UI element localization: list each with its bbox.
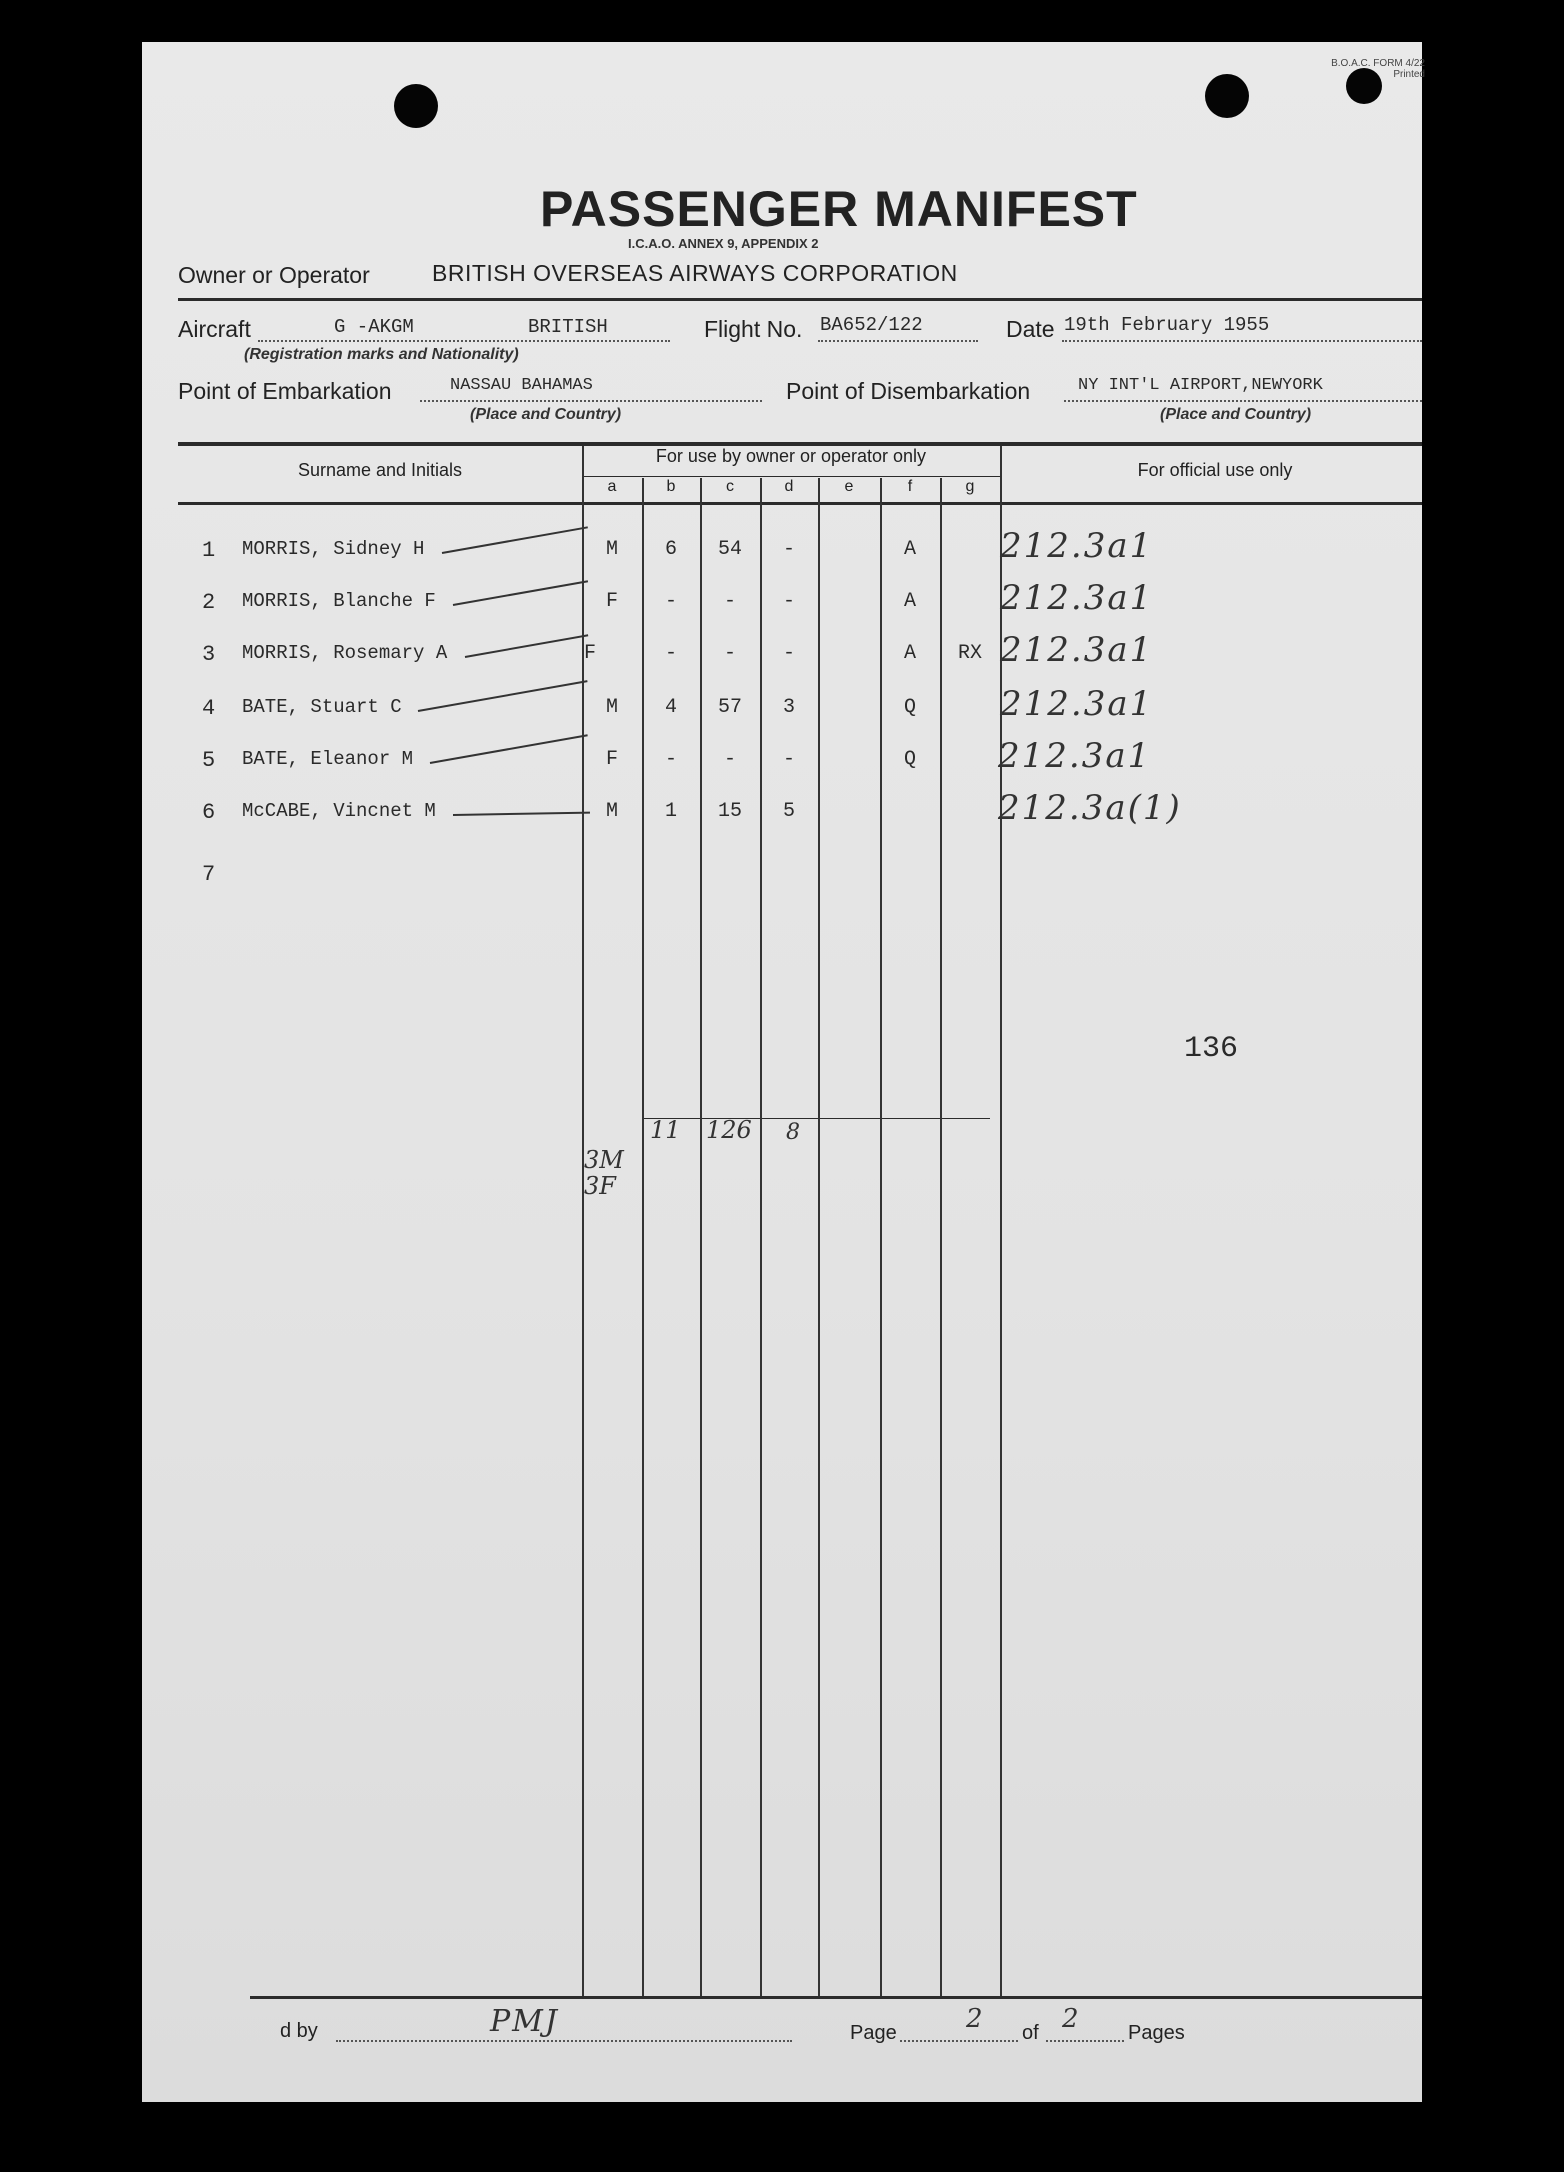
cell-d: - bbox=[782, 538, 795, 561]
form-printed-text: Printed bbox=[1393, 69, 1425, 80]
cell-f: A bbox=[903, 538, 916, 561]
form-number-text: B.O.A.C. FORM 4/22 bbox=[1331, 58, 1425, 69]
page-number: 2 bbox=[966, 2004, 985, 2034]
table-header-rule bbox=[178, 502, 1422, 505]
cell-g: RX bbox=[957, 642, 982, 665]
cell-f: Q bbox=[903, 696, 916, 719]
cell-b: - bbox=[664, 590, 677, 613]
cell-a: F bbox=[605, 590, 618, 613]
cell-b: 1 bbox=[664, 800, 677, 823]
flight-underline bbox=[818, 340, 978, 343]
embarkation-value: NASSAU BAHAMAS bbox=[450, 376, 593, 395]
official-code: 212.3a1 bbox=[1000, 684, 1154, 724]
embarkation-note: (Place and Country) bbox=[470, 406, 622, 423]
total-b: 11 bbox=[650, 1116, 681, 1144]
total-a-female: 3F bbox=[584, 1172, 616, 1200]
official-code: 212.3a1 bbox=[998, 736, 1152, 776]
stamp-number: 136 bbox=[1184, 1032, 1239, 1066]
sub-col-header: b bbox=[666, 478, 676, 495]
cell-d: - bbox=[782, 748, 795, 771]
cell-f: Q bbox=[903, 748, 916, 771]
signed-by-label: d by bbox=[280, 2020, 318, 2042]
cell-a: M bbox=[605, 696, 618, 719]
col-header-operator: For use by owner or operator only bbox=[655, 446, 927, 466]
passenger-name: BATE, Stuart C bbox=[242, 696, 402, 718]
aircraft-underline bbox=[258, 340, 670, 343]
cell-c: - bbox=[723, 590, 736, 613]
header-rule-1 bbox=[178, 298, 1422, 301]
signed-by-underline bbox=[336, 2040, 792, 2043]
form-number bbox=[1245, 58, 1425, 80]
operator-subheader-rule bbox=[582, 476, 1000, 477]
aircraft-registration: G -AKGM bbox=[334, 316, 414, 338]
punch-hole-left bbox=[394, 84, 438, 128]
sub-col-header: g bbox=[965, 478, 975, 495]
table-bottom-rule bbox=[250, 1996, 1422, 1999]
cell-a: M bbox=[605, 538, 618, 561]
column-line bbox=[940, 478, 942, 1996]
col-header-official: For official use only bbox=[1137, 460, 1293, 480]
cell-b: - bbox=[664, 748, 677, 771]
date-value: 19th February 1955 bbox=[1064, 314, 1270, 336]
page-label: Page bbox=[850, 2022, 897, 2044]
sub-col-header: a bbox=[607, 478, 617, 495]
column-line bbox=[1000, 446, 1002, 1996]
aircraft-nationality: BRITISH bbox=[528, 316, 608, 338]
cell-c: 15 bbox=[717, 800, 742, 823]
cell-c: 57 bbox=[717, 696, 742, 719]
owner-label: Owner or Operator bbox=[178, 262, 370, 288]
row-number: 4 bbox=[202, 696, 216, 721]
cell-d: - bbox=[782, 642, 795, 665]
row-number: 3 bbox=[202, 642, 216, 667]
passenger-name: BATE, Eleanor M bbox=[242, 748, 414, 770]
col-header-name: Surname and Initials bbox=[297, 460, 463, 480]
total-pages: 2 bbox=[1062, 2004, 1081, 2034]
cell-c: - bbox=[723, 748, 736, 771]
cell-c: - bbox=[723, 642, 736, 665]
total-pages-underline bbox=[1046, 2040, 1124, 2043]
cell-d: 3 bbox=[782, 696, 795, 719]
passenger-name: MORRIS, Blanche F bbox=[242, 590, 436, 612]
cell-a: F bbox=[605, 748, 618, 771]
cell-b: 4 bbox=[664, 696, 677, 719]
row-number: 2 bbox=[202, 590, 216, 615]
date-label: Date bbox=[1006, 316, 1055, 342]
pages-label: Pages bbox=[1128, 2022, 1185, 2044]
sub-col-header: c bbox=[726, 478, 734, 495]
total-a-male: 3M bbox=[584, 1146, 624, 1174]
passenger-name: McCABE, Vincnet M bbox=[242, 800, 436, 822]
disembarkation-value: NY INT'L AIRPORT,NEWYORK bbox=[1078, 376, 1323, 395]
cell-a: F bbox=[583, 642, 596, 665]
flight-value: BA652/122 bbox=[820, 314, 923, 336]
disembarkation-note: (Place and Country) bbox=[1160, 406, 1312, 423]
cell-d: - bbox=[782, 590, 795, 613]
disembarkation-underline bbox=[1064, 400, 1422, 403]
official-code: 212.3a1 bbox=[1000, 526, 1154, 566]
official-code: 212.3a(1) bbox=[998, 788, 1182, 828]
cell-f: A bbox=[903, 642, 916, 665]
cell-b: - bbox=[664, 642, 677, 665]
cell-b: 6 bbox=[664, 538, 677, 561]
official-code: 212.3a1 bbox=[1000, 630, 1154, 670]
row-number: 6 bbox=[202, 800, 216, 825]
aircraft-note: (Registration marks and Nationality) bbox=[244, 346, 519, 363]
of-label: of bbox=[1022, 2022, 1039, 2044]
embarkation-underline bbox=[420, 400, 762, 403]
row-number: 1 bbox=[202, 538, 216, 563]
cell-a: M bbox=[605, 800, 618, 823]
total-d: 8 bbox=[786, 1120, 800, 1145]
flight-label: Flight No. bbox=[704, 316, 803, 342]
total-c: 126 bbox=[706, 1116, 752, 1144]
row-number: 5 bbox=[202, 748, 216, 773]
embarkation-label: Point of Embarkation bbox=[178, 378, 392, 404]
page-title: PASSENGER MANIFEST bbox=[540, 181, 1138, 237]
punch-hole-right bbox=[1205, 74, 1249, 118]
cell-c: 54 bbox=[717, 538, 742, 561]
page-underline bbox=[900, 2040, 1018, 2043]
row-number: 7 bbox=[202, 862, 216, 887]
page-subtitle: I.C.A.O. ANNEX 9, APPENDIX 2 bbox=[628, 236, 819, 251]
column-line bbox=[582, 446, 584, 1996]
passenger-name: MORRIS, Rosemary A bbox=[242, 642, 448, 664]
date-underline bbox=[1062, 340, 1422, 343]
sub-col-header: d bbox=[784, 478, 794, 495]
passenger-name: MORRIS, Sidney H bbox=[242, 538, 425, 560]
sub-col-header: e bbox=[844, 478, 854, 495]
column-line bbox=[818, 478, 820, 1996]
owner-value: BRITISH OVERSEAS AIRWAYS CORPORATION bbox=[432, 260, 958, 286]
cell-d: 5 bbox=[782, 800, 795, 823]
disembarkation-label: Point of Disembarkation bbox=[786, 378, 1031, 404]
totals-rule bbox=[642, 1118, 990, 1119]
sub-col-header: f bbox=[907, 478, 913, 495]
official-code: 212.3a1 bbox=[1000, 578, 1154, 618]
signature: PMJ bbox=[490, 2004, 559, 2039]
aircraft-label: Aircraft bbox=[178, 316, 251, 342]
cell-f: A bbox=[903, 590, 916, 613]
